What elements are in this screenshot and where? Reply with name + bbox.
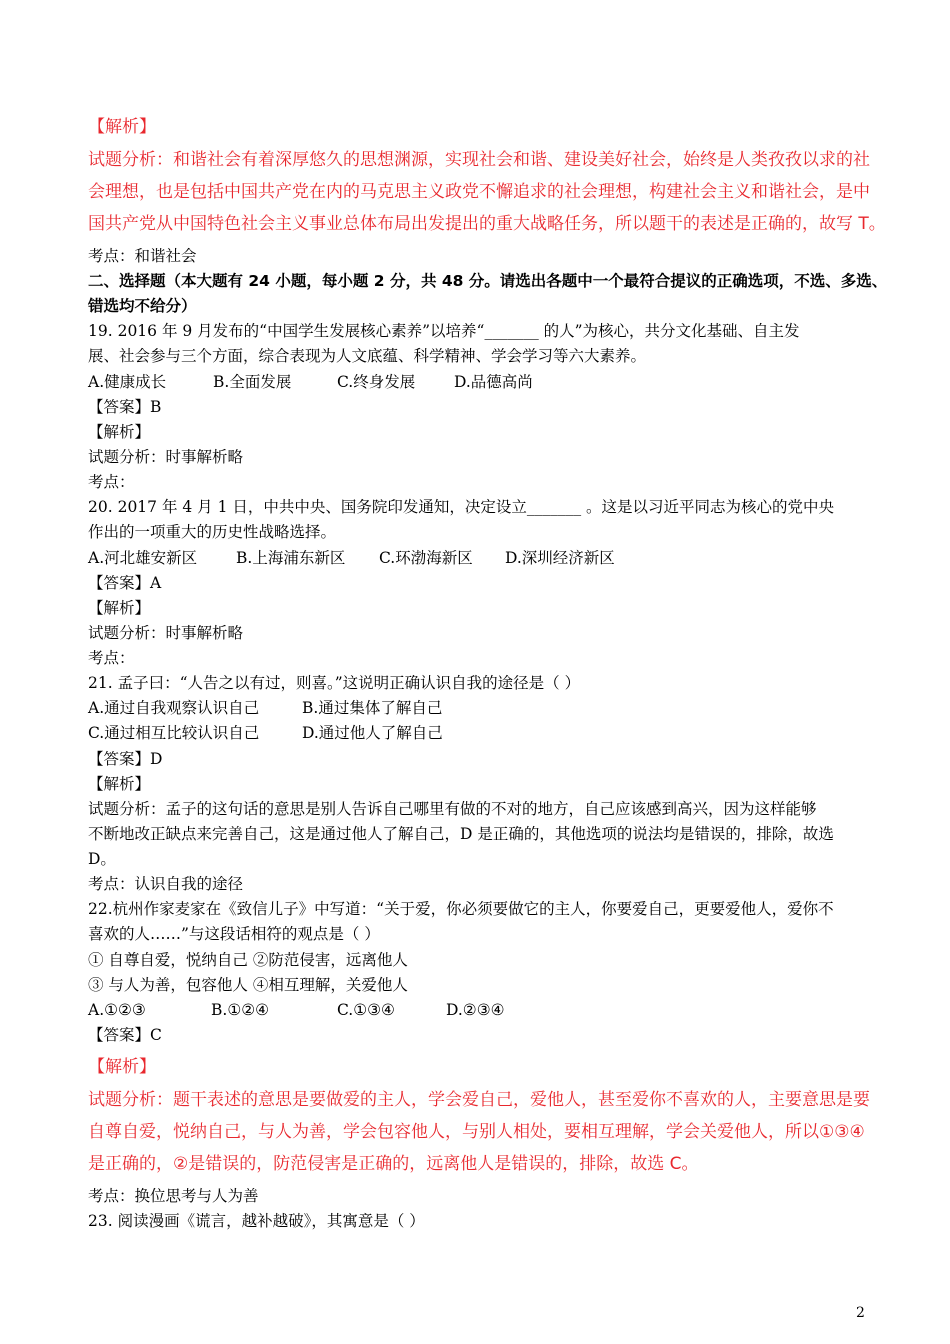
intro-kaodian: 考点：和谐社会	[88, 247, 197, 265]
q19-line-2: 展、社会参与三个方面，综合表现为人文底蕴、科学精神、学会学习等六大素养。	[88, 347, 647, 365]
page-number: 2	[856, 1305, 865, 1321]
q21-option-c: C.通过相互比较认识自己	[88, 724, 260, 742]
q20-option-b: B.上海浦东新区	[236, 549, 346, 567]
q21-kaodian: 考点：认识自我的途径	[88, 875, 244, 893]
q21-answer: 【答案】D	[88, 750, 163, 768]
q21-analysis-line-3: D。	[88, 850, 116, 868]
q22-option-c: C.①③④	[337, 1001, 395, 1019]
q19-option-a: A.健康成长	[88, 373, 167, 391]
q21-option-d: D.通过他人了解自己	[302, 724, 443, 742]
q21-line-1: 21. 孟子曰：“人告之以有过，则喜。”这说明正确认识自我的途径是（ ）	[88, 674, 581, 692]
q22-answer: 【答案】C	[88, 1026, 162, 1044]
q19-answer: 【答案】B	[88, 398, 162, 416]
section-header-line-2: 错选均不给分）	[88, 297, 197, 315]
q20-analysis: 试题分析：时事解析略	[88, 624, 244, 642]
q22-option-b: B.①②④	[211, 1001, 270, 1019]
q19-options	[88, 372, 533, 392]
q19-analysis-label: 【解析】	[88, 423, 151, 441]
q22-analysis-line-1: 试题分析：题干表述的意思是要做爱的主人，学会爱自己，爱他人，甚至爱你不喜欢的人，主要意思是要	[88, 1090, 870, 1110]
q22-analysis-label: 【解析】	[88, 1057, 156, 1077]
q21-analysis-line-1: 试题分析：孟子的这句话的意思是别人告诉自己哪里有做的不对的地方，自己应该感到高兴，因为这样能够	[88, 800, 817, 818]
q22-line-2: 喜欢的人……”与这段话相符的观点是（ ）	[88, 925, 380, 943]
q19-option-c: C.终身发展	[337, 373, 416, 391]
q20-line-1: 20. 2017 年 4 月 1 日，中共中央、国务院印发通知，决定设立_______ 。这是以习近平同志为核心的党中央	[88, 498, 835, 516]
q22-analysis-line-3: 是正确的，②是错误的，防范侵害是正确的，远离他人是错误的，排除，故选 C。	[88, 1154, 699, 1174]
q19-kaodian: 考点：	[88, 473, 135, 491]
q21-options-row-2	[88, 723, 443, 743]
intro-analysis-line-3: 国共产党从中国特色社会主义事业总体布局出发提出的重大战略任务，所以题干的表述是正确的，故写 T。	[88, 214, 886, 234]
q21-options-row-1	[88, 698, 442, 718]
q23-line-1: 23. 阅读漫画《谎言，越补越破》，其寓意是（ ）	[88, 1212, 425, 1230]
q20-option-d: D.深圳经济新区	[505, 549, 615, 567]
q22-line-1: 22.杭州作家麦家在《致信儿子》中写道：“关于爱，你必须要做它的主人，你要爱自己，更要爱他人，爱你不	[88, 900, 834, 918]
q19-line-1: 19. 2016 年 9 月发布的“中国学生发展核心素养”以培养“_______ 的人”为核心，共分文化基础、自主发	[88, 322, 800, 340]
q22-kaodian: 考点：换位思考与人为善	[88, 1187, 259, 1205]
q21-option-b: B.通过集体了解自己	[302, 699, 443, 717]
intro-analysis-line-1: 试题分析：和谐社会有着深厚悠久的思想渊源，实现社会和谐、建设美好社会，始终是人类孜孜以求的社	[88, 150, 870, 170]
q19-analysis: 试题分析：时事解析略	[88, 448, 244, 466]
q20-answer: 【答案】A	[88, 574, 162, 592]
q22-option-a: A.①②③	[88, 1001, 146, 1019]
q20-kaodian: 考点：	[88, 649, 135, 667]
q20-option-a: A.河北雄安新区	[88, 549, 198, 567]
q19-option-b: B.全面发展	[213, 373, 292, 391]
intro-analysis-line-2: 会理想，也是包括中国共产党在内的马克思主义政党不懈追求的社会理想，构建社会主义和谐社会，是中	[88, 182, 870, 202]
q19-option-d: D.品德高尚	[454, 373, 533, 391]
q20-analysis-label: 【解析】	[88, 599, 151, 617]
section-header-line-1: 二、选择题（本大题有 24 小题，每小题 2 分，共 48 分。请选出各题中一个最符合提议的正确选项，不选、多选、	[88, 272, 888, 290]
q22-option-d: D.②③④	[446, 1001, 505, 1019]
intro-analysis-label: 【解析】	[88, 117, 156, 137]
q22-statements-row-2: ③ 与人为善，包容他人 ④相互理解，关爱他人	[88, 976, 408, 994]
q21-analysis-label: 【解析】	[88, 775, 151, 793]
q20-option-c: C.环渤海新区	[379, 549, 473, 567]
q22-analysis-line-2: 自尊自爱，悦纳自己，与人为善，学会包容他人，与别人相处，要相互理解，学会关爱他人，所以①③④	[88, 1122, 865, 1142]
q22-statements-row-1: ① 自尊自爱，悦纳自己 ②防范侵害，远离他人	[88, 951, 408, 969]
q21-option-a: A.通过自我观察认识自己	[88, 699, 260, 717]
q20-line-2: 作出的一项重大的历史性战略选择。	[88, 523, 337, 541]
q22-options	[88, 1000, 505, 1020]
q21-analysis-line-2: 不断地改正缺点来完善自己，这是通过他人了解自己，D 是正确的，其他选项的说法均是错误的，排除，故选	[88, 825, 834, 843]
q20-options	[88, 548, 615, 568]
